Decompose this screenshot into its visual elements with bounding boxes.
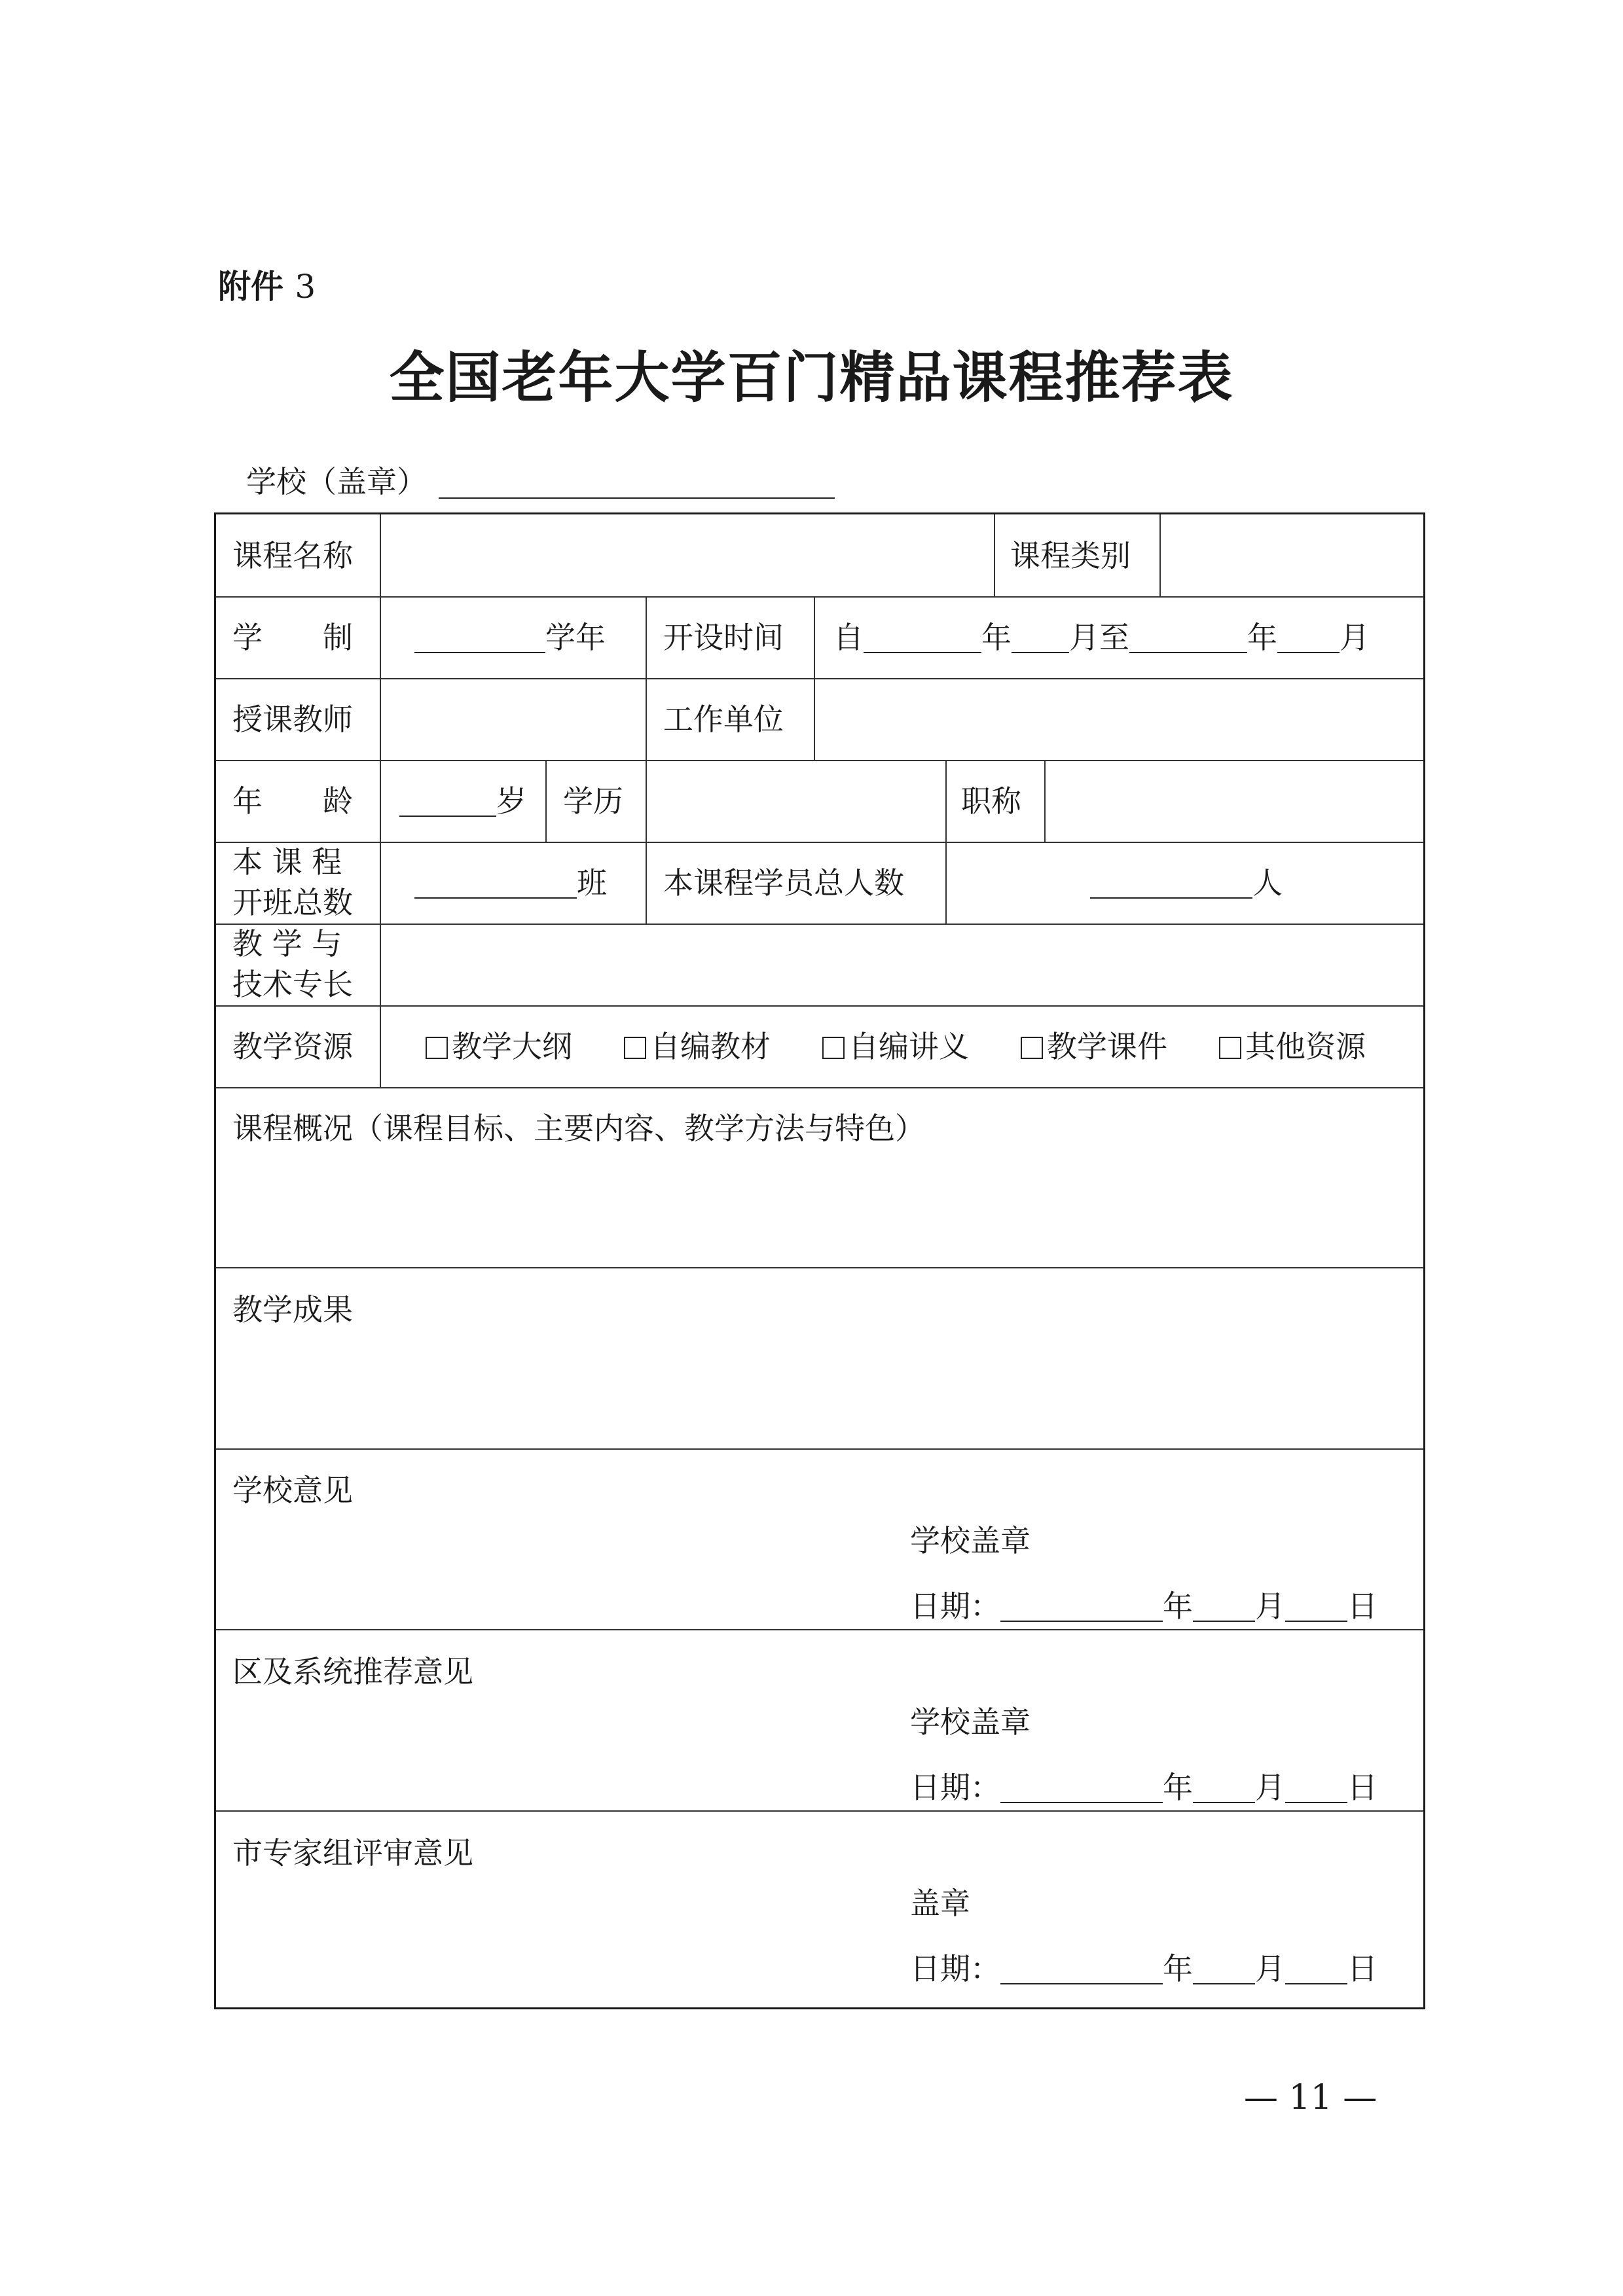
education-field[interactable] — [646, 760, 945, 842]
district-date-field[interactable]: 日期： 年 月 日 — [910, 1770, 1377, 1805]
school-date-field[interactable]: 日期： 年 月 日 — [910, 1588, 1377, 1624]
work-unit-field[interactable] — [814, 678, 1423, 760]
students-total-label: 本课程学员总人数 — [663, 865, 904, 901]
course-category-label: 课程类别 — [1010, 538, 1131, 573]
students-total-field[interactable]: 人 — [1090, 868, 1283, 899]
page-title: 全国老年大学百门精品课程推荐表 — [389, 345, 1234, 410]
attachment-label: 附件 3 — [218, 268, 316, 306]
study-length-label: 学 制 — [232, 620, 353, 655]
checkbox-icon — [1021, 1037, 1043, 1059]
expertise-label: 教 学 与 技术专长 — [232, 926, 353, 1002]
expert-opinion-label: 市专家组评审意见 — [232, 1835, 473, 1871]
course-name-label: 课程名称 — [232, 538, 353, 573]
expert-date-field[interactable]: 日期： 年 月 日 — [910, 1951, 1377, 1986]
district-opinion-label: 区及系统推荐意见 — [232, 1654, 473, 1689]
expert-seal-label: 盖章 — [910, 1886, 970, 1921]
recommendation-form-table — [214, 512, 1425, 2009]
age-label: 年 龄 — [232, 783, 353, 819]
title-rank-label: 职称 — [961, 783, 1021, 819]
title-rank-field[interactable] — [1044, 760, 1423, 842]
open-time-field[interactable]: 自 年 月至 年 月 — [833, 620, 1370, 655]
school-seal-line: 学校（盖章） — [246, 458, 835, 501]
school-opinion-label: 学校意见 — [232, 1473, 353, 1508]
classes-total-label: 本 课 程 开班总数 — [232, 844, 353, 920]
work-unit-label: 工作单位 — [663, 702, 784, 737]
resources-label: 教学资源 — [232, 1029, 353, 1064]
course-name-field[interactable] — [380, 514, 994, 596]
study-length-field[interactable]: 学年 — [414, 622, 606, 653]
education-label: 学历 — [563, 783, 623, 819]
overview-label: 课程概况（课程目标、主要内容、教学方法与特色） — [232, 1111, 925, 1146]
page-number: — 11 — — [1244, 2078, 1377, 2117]
resource-option-4[interactable]: 教学课件 — [1021, 1031, 1167, 1062]
course-category-field[interactable] — [1159, 514, 1423, 596]
teacher-field[interactable] — [380, 678, 646, 760]
teacher-label: 授课教师 — [232, 702, 353, 737]
checkbox-icon — [822, 1037, 845, 1059]
open-time-label: 开设时间 — [663, 620, 784, 655]
resource-option-5[interactable]: 其他资源 — [1219, 1031, 1366, 1062]
resource-option-1[interactable]: 教学大纲 — [426, 1031, 572, 1062]
resource-option-3[interactable]: 自编讲义 — [822, 1031, 969, 1062]
expertise-field[interactable] — [380, 924, 1423, 1005]
achievements-label: 教学成果 — [232, 1292, 353, 1327]
school-name-field[interactable] — [439, 471, 835, 499]
resource-option-2[interactable]: 自编教材 — [624, 1031, 771, 1062]
school-seal-label: 学校盖章 — [910, 1523, 1030, 1558]
checkbox-icon — [624, 1037, 646, 1059]
district-seal-label: 学校盖章 — [910, 1704, 1030, 1740]
classes-total-field[interactable]: 班 — [414, 868, 607, 899]
checkbox-icon — [426, 1037, 448, 1059]
age-field[interactable]: 岁 — [399, 786, 526, 817]
checkbox-icon — [1219, 1037, 1241, 1059]
